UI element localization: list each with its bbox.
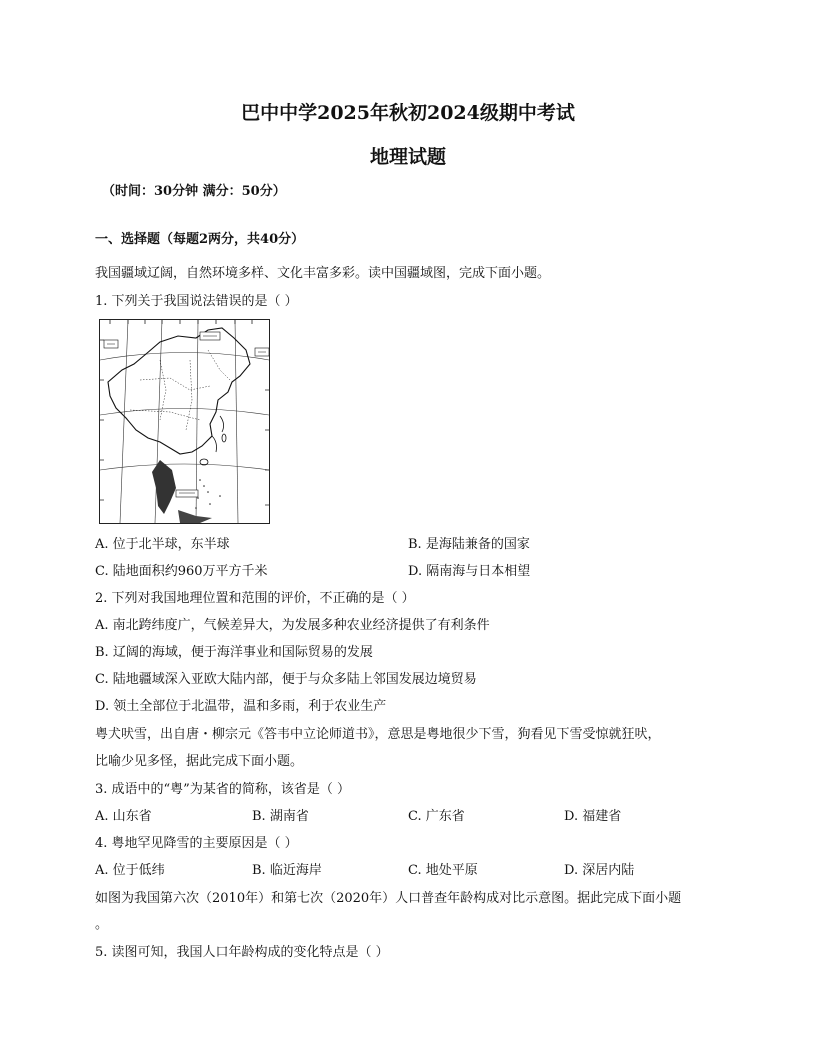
question-4-option-a: A. 位于低纬 — [95, 863, 165, 878]
question-2-option-a: A. 南北跨纬度广，气候差异大，为发展多种农业经济提供了有利条件 — [95, 618, 490, 633]
question-2-stem: 2. 下列对我国地理位置和范围的评价，不正确的是（ ） — [95, 591, 415, 606]
question-4-option-b: B. 临近海岸 — [252, 863, 322, 878]
question-3-option-b: B. 湖南省 — [252, 809, 309, 824]
exam-title: 巴中中学2025年秋初2024级期中考试 — [241, 102, 575, 124]
question-1-option-a: A. 位于北半球，东半球 — [95, 537, 230, 552]
question-2-option-c: C. 陆地疆域深入亚欧大陆内部，便于与众多陆上邻国发展边境贸易 — [95, 672, 477, 687]
intro-text-1: 我国疆域辽阔，自然环境多样、文化丰富多彩。读中国疆域图，完成下面小题。 — [95, 266, 551, 281]
question-3-option-d: D. 福建省 — [564, 809, 622, 824]
question-4-stem: 4. 粤地罕见降雪的主要原因是（ ） — [95, 836, 298, 851]
question-2-option-d: D. 领土全部位于北温带，温和多雨，利于农业生产 — [95, 699, 387, 714]
intro-text-3-line-2: 。 — [95, 917, 109, 932]
china-territory-map — [99, 319, 270, 524]
intro-text-2-line-1: 粤犬吠雪，出自唐・柳宗元《答韦中立论师道书》，意思是粤地很少下雪，狗看见下雪受惊就狂吠， — [95, 727, 661, 742]
exam-meta: （时间：30分钟 满分：50分） — [102, 184, 286, 199]
exam-subtitle: 地理试题 — [369, 146, 446, 168]
question-5-stem: 5. 读图可知，我国人口年龄构成的变化特点是（ ） — [95, 945, 389, 960]
intro-text-3-line-1: 如图为我国第六次（2010年）和第七次（2020年）人口普查年龄构成对比示意图。据此完成下面小题 — [95, 891, 682, 906]
question-3-option-c: C. 广东省 — [408, 809, 465, 824]
question-2-option-b: B. 辽阔的海域，便于海洋事业和国际贸易的发展 — [95, 645, 373, 660]
question-1-option-b: B. 是海陆兼备的国家 — [408, 537, 530, 552]
question-1-option-c: C. 陆地面积约960万平方千米 — [95, 564, 268, 579]
question-4-option-d: D. 深居内陆 — [564, 863, 635, 878]
question-4-option-c: C. 地处平原 — [408, 863, 478, 878]
map-drawing — [100, 320, 269, 523]
question-1-option-d: D. 隔南海与日本相望 — [408, 564, 531, 579]
intro-text-2-line-2: 比喻少见多怪，据此完成下面小题。 — [95, 754, 304, 769]
question-1-stem: 1. 下列关于我国说法错误的是（ ） — [95, 294, 298, 309]
question-3-stem: 3. 成语中的“粤”为某省的简称，该省是（ ） — [95, 782, 350, 797]
section-heading: 一、选择题（每题2两分，共40分） — [95, 232, 305, 247]
question-3-option-a: A. 山东省 — [95, 809, 152, 824]
